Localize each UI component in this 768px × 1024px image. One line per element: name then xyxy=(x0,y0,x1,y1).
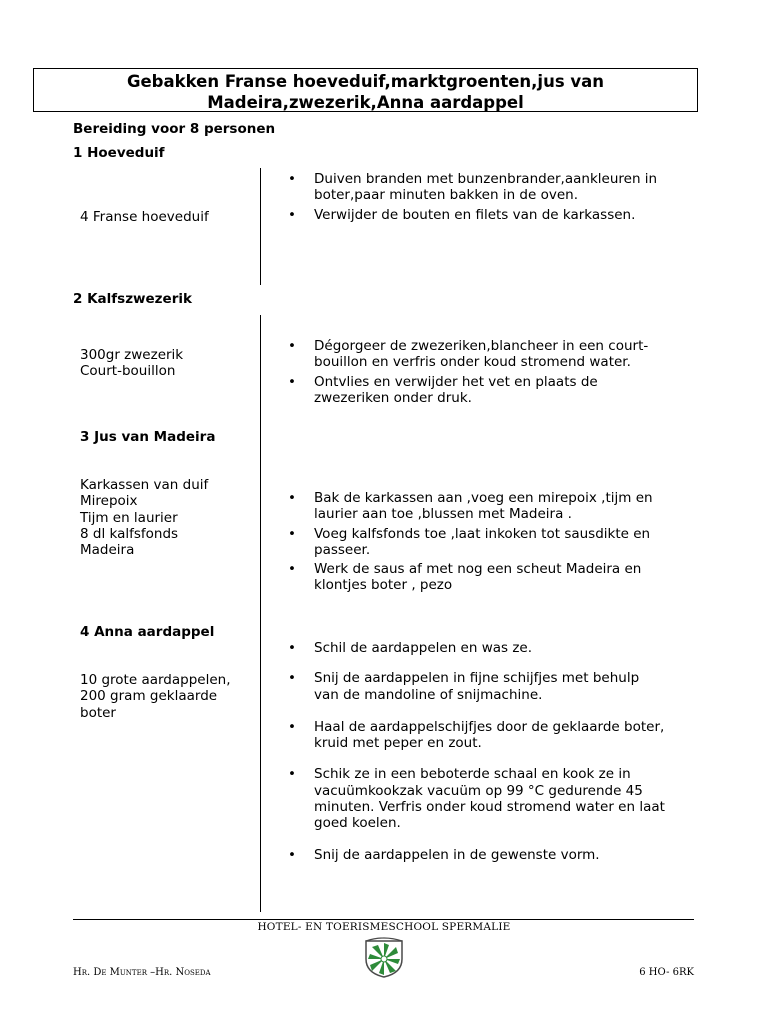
step-text: Bak de karkassen aan ,voeg een mirepoix ,tijm en xyxy=(314,490,653,506)
section1-steps xyxy=(288,171,708,223)
step-item xyxy=(288,766,708,831)
section1-ingredients xyxy=(80,209,209,225)
bullet-icon: • xyxy=(288,846,296,863)
section1-heading: 1 Hoeveduif xyxy=(73,145,165,161)
step-item xyxy=(288,207,708,223)
step-item xyxy=(288,670,708,703)
ingredient-line: Tijm en laurier xyxy=(80,509,178,526)
step-text: Voeg kalfsfonds toe ,laat inkoken tot sausdikte en xyxy=(314,525,651,542)
step-item xyxy=(288,561,708,594)
section2-steps xyxy=(288,338,708,406)
bullet-icon: • xyxy=(288,525,296,542)
ingredient-line: boter xyxy=(80,704,116,721)
step-text: bouillon en verfris onder koud stromend water. xyxy=(314,354,631,371)
main-divider xyxy=(260,315,261,912)
footer-school-name: HOTEL- EN TOERISMESCHOOL SPERMALIE xyxy=(257,921,511,933)
step-item xyxy=(288,338,708,371)
ingredient-line: 10 grote aardappelen, xyxy=(80,672,231,688)
section4-ingredients xyxy=(80,672,231,721)
school-crest-icon xyxy=(362,935,406,979)
step-text: Duiven branden met bunzenbrander,aankleuren in xyxy=(314,171,658,187)
step-text: Werk de saus af met nog een scheut Madeira en xyxy=(314,561,642,578)
section1-divider xyxy=(260,168,261,285)
ingredient-line: Karkassen van duif xyxy=(80,477,209,493)
section3-steps xyxy=(288,490,708,594)
bullet-icon: • xyxy=(288,718,296,735)
step-text: kruid met peper en zout. xyxy=(314,735,482,752)
step-text: laurier aan toe ,blussen met Madeira . xyxy=(314,506,572,523)
step-text: Snij de aardappelen in de gewenste vorm. xyxy=(314,846,600,863)
ingredient-line: 4 Franse hoeveduif xyxy=(80,209,209,225)
footer-code: 6 HO- 6RK xyxy=(639,967,694,978)
step-text: passeer. xyxy=(314,541,371,558)
step-item xyxy=(288,847,708,863)
ingredient-line: Mirepoix xyxy=(80,493,138,510)
step-text: van de mandoline of snijmachine. xyxy=(314,686,543,703)
step-text: klontjes boter , pezo xyxy=(314,577,453,594)
bullet-icon: • xyxy=(288,561,296,578)
step-item xyxy=(288,526,708,559)
servings-subtitle: Bereiding voor 8 personen xyxy=(73,121,276,137)
ingredient-line: 8 dl kalfsfonds xyxy=(80,525,179,542)
ingredient-line: Madeira xyxy=(80,542,135,559)
bullet-icon: • xyxy=(288,670,296,687)
step-item xyxy=(288,719,708,752)
section3-heading: 3 Jus van Madeira xyxy=(80,429,216,445)
step-text: Haal de aardappelschijfjes door de geklaarde boter, xyxy=(314,718,665,735)
bullet-icon: • xyxy=(288,373,296,390)
step-text: Schik ze in een beboterde schaal en kook ze in xyxy=(314,766,631,783)
section2-ingredients xyxy=(80,347,183,380)
bullet-icon: • xyxy=(288,766,296,783)
step-text: minuten. Verfris onder koud stromend water en laat xyxy=(314,799,665,816)
section4-heading: 4 Anna aardappel xyxy=(80,624,215,640)
bullet-icon: • xyxy=(288,640,296,656)
footer-authors: Hr. De Munter –Hr. Noseda xyxy=(73,967,211,978)
section3-ingredients xyxy=(80,477,208,558)
step-text: vacuümkookzak vacuüm op 99 °C gedurende 45 xyxy=(314,782,643,799)
bullet-icon: • xyxy=(288,490,296,506)
recipe-title-box xyxy=(33,68,698,112)
ingredient-line: 300gr zwezerik xyxy=(80,347,184,363)
step-text: Schil de aardappelen en was ze. xyxy=(314,640,533,656)
step-text: zwezeriken onder druk. xyxy=(314,389,472,406)
step-text: goed koelen. xyxy=(314,815,401,832)
recipe-title-line2: Madeira,zwezerik,Anna aardappel xyxy=(207,93,524,112)
ingredient-line: Court-bouillon xyxy=(80,363,176,380)
step-text: Dégorgeer de zwezeriken,blancheer in een court- xyxy=(314,338,649,354)
step-text: boter,paar minuten bakken in de oven. xyxy=(314,187,579,204)
step-item xyxy=(288,374,708,407)
ingredient-line: 200 gram geklaarde xyxy=(80,688,218,705)
bullet-icon: • xyxy=(288,338,296,354)
step-text: Verwijder de bouten en filets van de karkassen. xyxy=(314,206,636,223)
footer-divider xyxy=(73,919,694,920)
step-item xyxy=(288,171,708,204)
bullet-icon: • xyxy=(288,206,296,223)
bullet-icon: • xyxy=(288,171,296,187)
section2-heading: 2 Kalfszwezerik xyxy=(73,291,192,307)
step-item xyxy=(288,490,708,523)
section4-steps xyxy=(288,640,708,863)
step-text: Ontvlies en verwijder het vet en plaats de xyxy=(314,373,598,390)
step-item xyxy=(288,640,708,656)
step-text: Snij de aardappelen in fijne schijfjes met behulp xyxy=(314,670,640,687)
recipe-title-line1: Gebakken Franse hoeveduif,marktgroenten,jus van xyxy=(126,72,605,91)
